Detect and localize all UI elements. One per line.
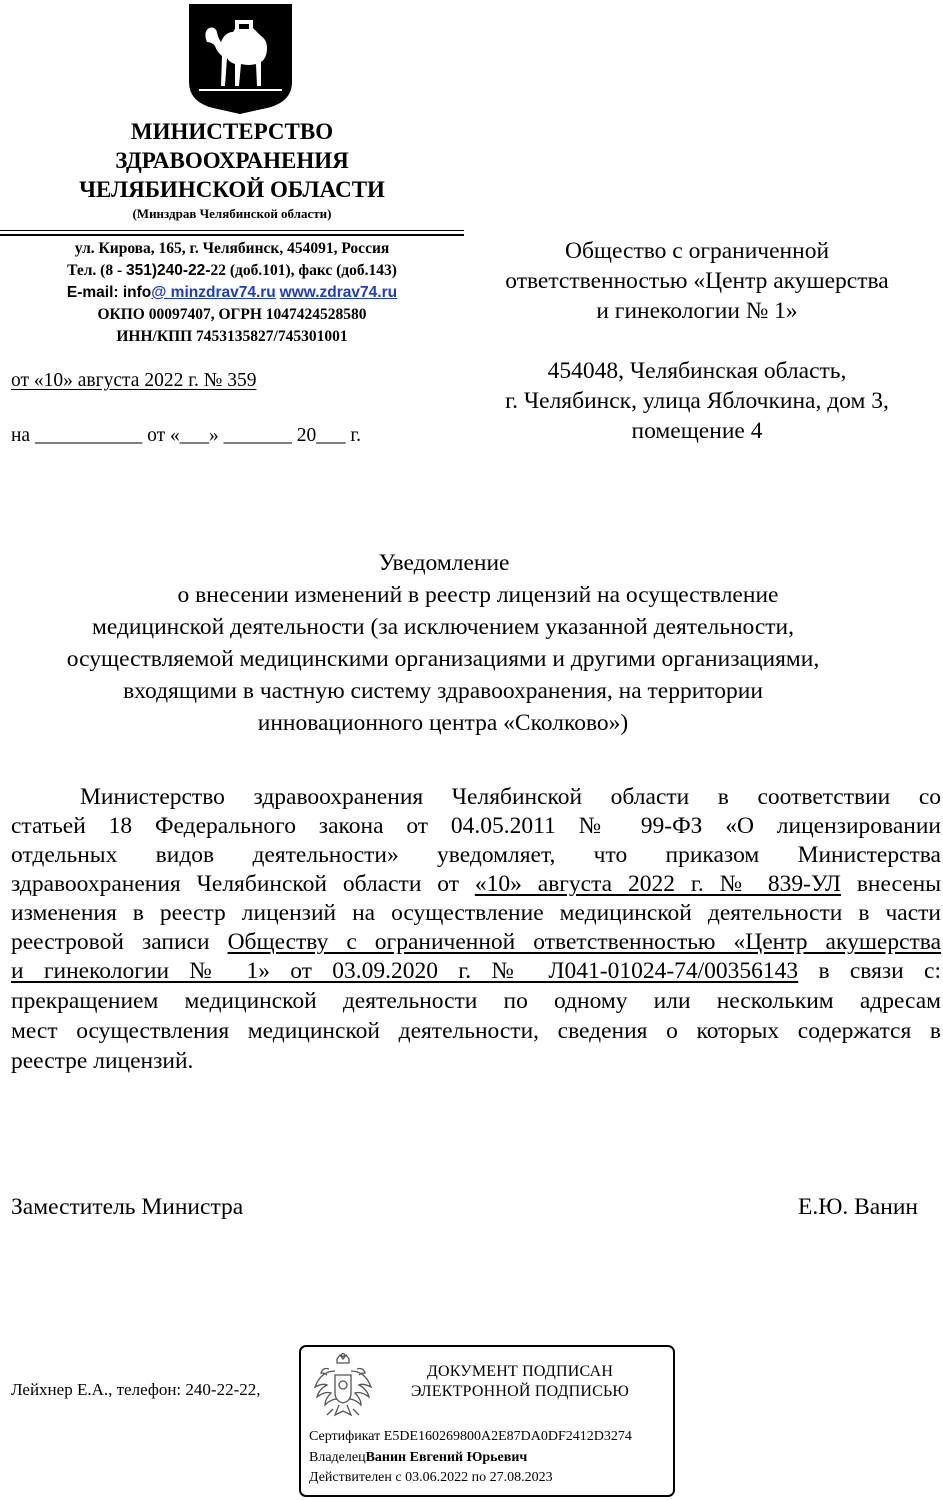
signatory-name: Е.Ю. Ванин bbox=[798, 1194, 918, 1220]
notice-subtitle-line5: инновационного центра «Сколково») bbox=[257, 710, 629, 736]
ministry-email bbox=[0, 284, 464, 302]
outgoing-registration: от «10» августа 2022 г. № 359 bbox=[11, 370, 257, 391]
body-line: реестре лицензий. bbox=[11, 1048, 194, 1074]
body-line bbox=[11, 871, 941, 898]
coat-of-arms-icon bbox=[187, 2, 294, 116]
body-line: статьей 18 Федерального закона от 04.05.2011 № 99-ФЗ «О лицензировании bbox=[11, 813, 941, 839]
addressee-address2: г. Челябинск, улица Яблочкина, дом 3, bbox=[505, 388, 889, 414]
phone-code: 351)240-22- bbox=[125, 262, 211, 279]
ministry-name-line1: МИНИСТЕРСТВО bbox=[130, 119, 334, 144]
registry-record-org: Обществу с ограниченной ответственностью «Центр акушерства bbox=[227, 929, 942, 955]
body-line: мест осуществления медицинской деятельности, сведения о которых содержатся в bbox=[11, 1018, 941, 1044]
stamp-owner bbox=[309, 1450, 527, 1466]
body-text: здравоохранения Челябинской области от bbox=[11, 871, 459, 897]
certificate-label: Сертификат bbox=[309, 1429, 381, 1444]
addressee-address1: 454048, Челябинская область, bbox=[547, 358, 847, 384]
stamp-title-line2: ЭЛЕКТРОННОЙ ПОДПИСЬЮ bbox=[410, 1383, 630, 1400]
ministry-okpo-ogrn: ОКПО 00097407, ОГРН 1047424528580 bbox=[97, 306, 367, 323]
certificate-number: E5DE160269800A2E87DA0DF2412D3274 bbox=[383, 1429, 632, 1444]
owner-label: Владелец bbox=[309, 1450, 366, 1465]
addressee-line2: ответственностью «Центр акушерства bbox=[505, 268, 889, 294]
ministry-name-line3: ЧЕЛЯБИНСКОЙ ОБЛАСТИ bbox=[79, 177, 385, 202]
owner-name: Ванин Евгений Юрьевич bbox=[365, 1450, 528, 1465]
email-domain-link[interactable]: @ minzdrav74.ru bbox=[151, 284, 276, 301]
stamp-validity: Действителен с 03.06.2022 по 27.08.2023 bbox=[309, 1470, 553, 1485]
body-line: изменения в реестр лицензий на осуществление медицинской деятельности в части bbox=[11, 900, 941, 926]
addressee-line3: и гинекологии № 1» bbox=[596, 298, 798, 324]
body-text: в связи с: bbox=[818, 958, 942, 984]
website-link[interactable]: www.zdrav74.ru bbox=[279, 284, 398, 301]
body-line: Министерство здравоохранения Челябинской области в соответствии со bbox=[80, 784, 941, 810]
notice-title: Уведомление bbox=[378, 550, 510, 576]
body-line: прекращением медицинской деятельности по одному или нескольким адресам bbox=[11, 988, 941, 1014]
letterhead-divider-thick bbox=[0, 234, 464, 236]
signatory-position: Заместитель Министра bbox=[11, 1194, 244, 1220]
letterhead-divider-thin bbox=[0, 230, 464, 231]
addressee-line1: Общество с ограниченной bbox=[564, 238, 830, 264]
notice-subtitle-line3: осуществляемой медицинскими организациями и другими организациями, bbox=[66, 646, 820, 672]
notice-subtitle-line1: о внесении изменений в реестр лицензий на осуществление bbox=[177, 582, 779, 608]
body-text: реестровой записи bbox=[11, 929, 210, 955]
stamp-certificate bbox=[309, 1429, 632, 1445]
registry-record-license: и гинекологии № 1» от 03.09.2020 г. № Л041-01024-74/00356143 bbox=[11, 958, 799, 984]
russian-eagle-emblem-icon bbox=[311, 1353, 375, 1425]
notice-subtitle-line2: медицинской деятельности (за исключением указанной деятельности, bbox=[91, 614, 795, 640]
stamp-title-line1: ДОКУМЕНТ ПОДПИСАН bbox=[426, 1363, 614, 1380]
phone-prefix: Тел. (8 - bbox=[67, 262, 126, 279]
body-line: отдельных видов деятельности» уведомляет, что приказом Министерства bbox=[11, 842, 941, 868]
body-text: внесены bbox=[856, 871, 942, 897]
ministry-name-line2: ЗДРАВООХРАНЕНИЯ bbox=[115, 148, 349, 173]
addressee-address3: помещение 4 bbox=[631, 418, 763, 444]
email-label: E-mail: info bbox=[66, 284, 152, 301]
electronic-signature-stamp bbox=[299, 1345, 675, 1497]
phone-rest: 22 (доб.101), факс (доб.143) bbox=[210, 262, 397, 279]
body-line bbox=[11, 929, 941, 956]
notice-subtitle-line4: входящими в частную систему здравоохранения, на территории bbox=[123, 678, 763, 704]
ministry-abbreviation: (Минздрав Челябинской области) bbox=[132, 206, 332, 221]
order-reference: «10» августа 2022 г. № 839-УЛ bbox=[474, 871, 841, 897]
incoming-registration: на ___________ от «___» _______ 20___ г. bbox=[11, 425, 362, 446]
ministry-phone bbox=[0, 262, 464, 280]
ministry-address: ул. Кирова, 165, г. Челябинск, 454091, Россия bbox=[74, 240, 390, 257]
ministry-inn-kpp: ИНН/КПП 7453135827/745301001 bbox=[116, 328, 348, 345]
body-line bbox=[11, 958, 941, 985]
executor-contact: Лейхнер Е.А., телефон: 240-22-22, bbox=[11, 1380, 261, 1399]
